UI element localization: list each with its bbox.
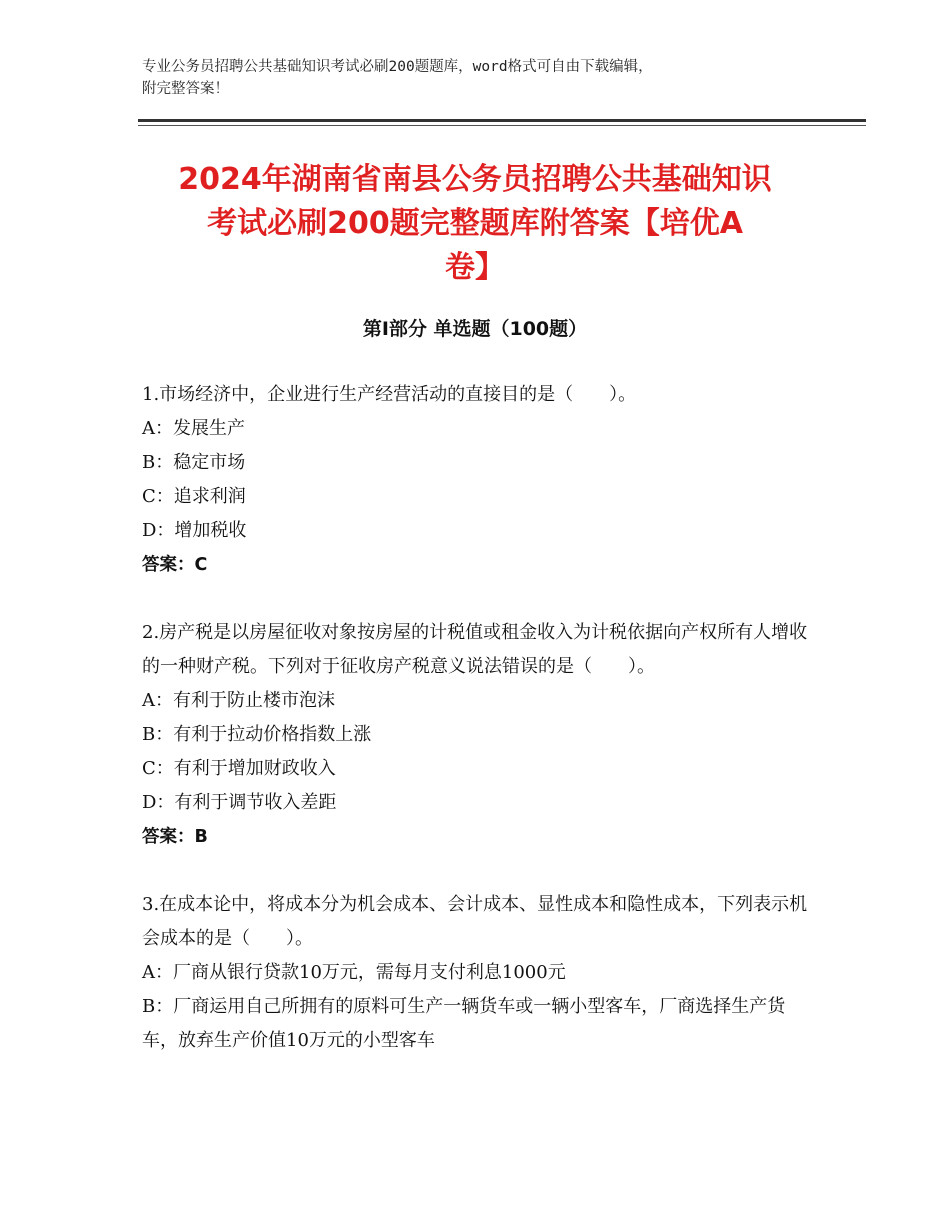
header-note-line: 专业公务员招聘公共基础知识考试必刷200题题库，word格式可自由下载编辑， [142,59,653,75]
section-title: 第Ⅰ部分 单选题（100题） [362,318,588,340]
option-a: A：厂商从银行贷款10万元，需每月支付利息1000元 [142,962,566,983]
option-b: B：有利于拉动价格指数上涨 [142,724,372,745]
question-text: 1.市场经济中，企业进行生产经营活动的直接目的是（ ）。 [142,384,637,405]
option-d: D：有利于调节收入差距 [142,792,337,813]
header-note-line: 附完整答案！ [142,81,229,97]
option-c: C：追求利润 [142,486,246,507]
title-line: 2024年湖南省南县公务员招聘公共基础知识 [178,162,772,197]
answer: 答案：C [142,555,208,575]
option-b: B：稳定市场 [142,452,246,473]
question-text: 2.房产税是以房屋征收对象按房屋的计税值或租金收入为计税依据向产权所有人增收的一种财产税。下列对于征收房产税意义说法错误的是（ ）。 [142,622,808,677]
document-title [100,158,850,290]
question-2 [142,616,812,854]
header-divider-thin [138,125,866,126]
option-d: D：增加税收 [142,520,247,541]
question-list [142,378,812,1092]
option-a: A：发展生产 [142,418,245,439]
header-divider-thick [138,119,866,122]
title-line: 考试必刷200题完整题库附答案【培优A [207,206,743,241]
option-c: C：有利于增加财政收入 [142,758,336,779]
question-text: 3.在成本论中，将成本分为机会成本、会计成本、显性成本和隐性成本，下列表示机会成本的是（ ）。 [142,894,808,949]
header-note [142,56,822,100]
question-1 [142,378,812,582]
question-3 [142,888,812,1058]
option-a: A：有利于防止楼市泡沫 [142,690,335,711]
answer: 答案：B [142,827,208,847]
option-b: B：厂商运用自己所拥有的原料可生产一辆货车或一辆小型客车，厂商选择生产货车，放弃生产价值10万元的小型客车 [142,996,786,1051]
title-line: 卷】 [445,250,505,285]
